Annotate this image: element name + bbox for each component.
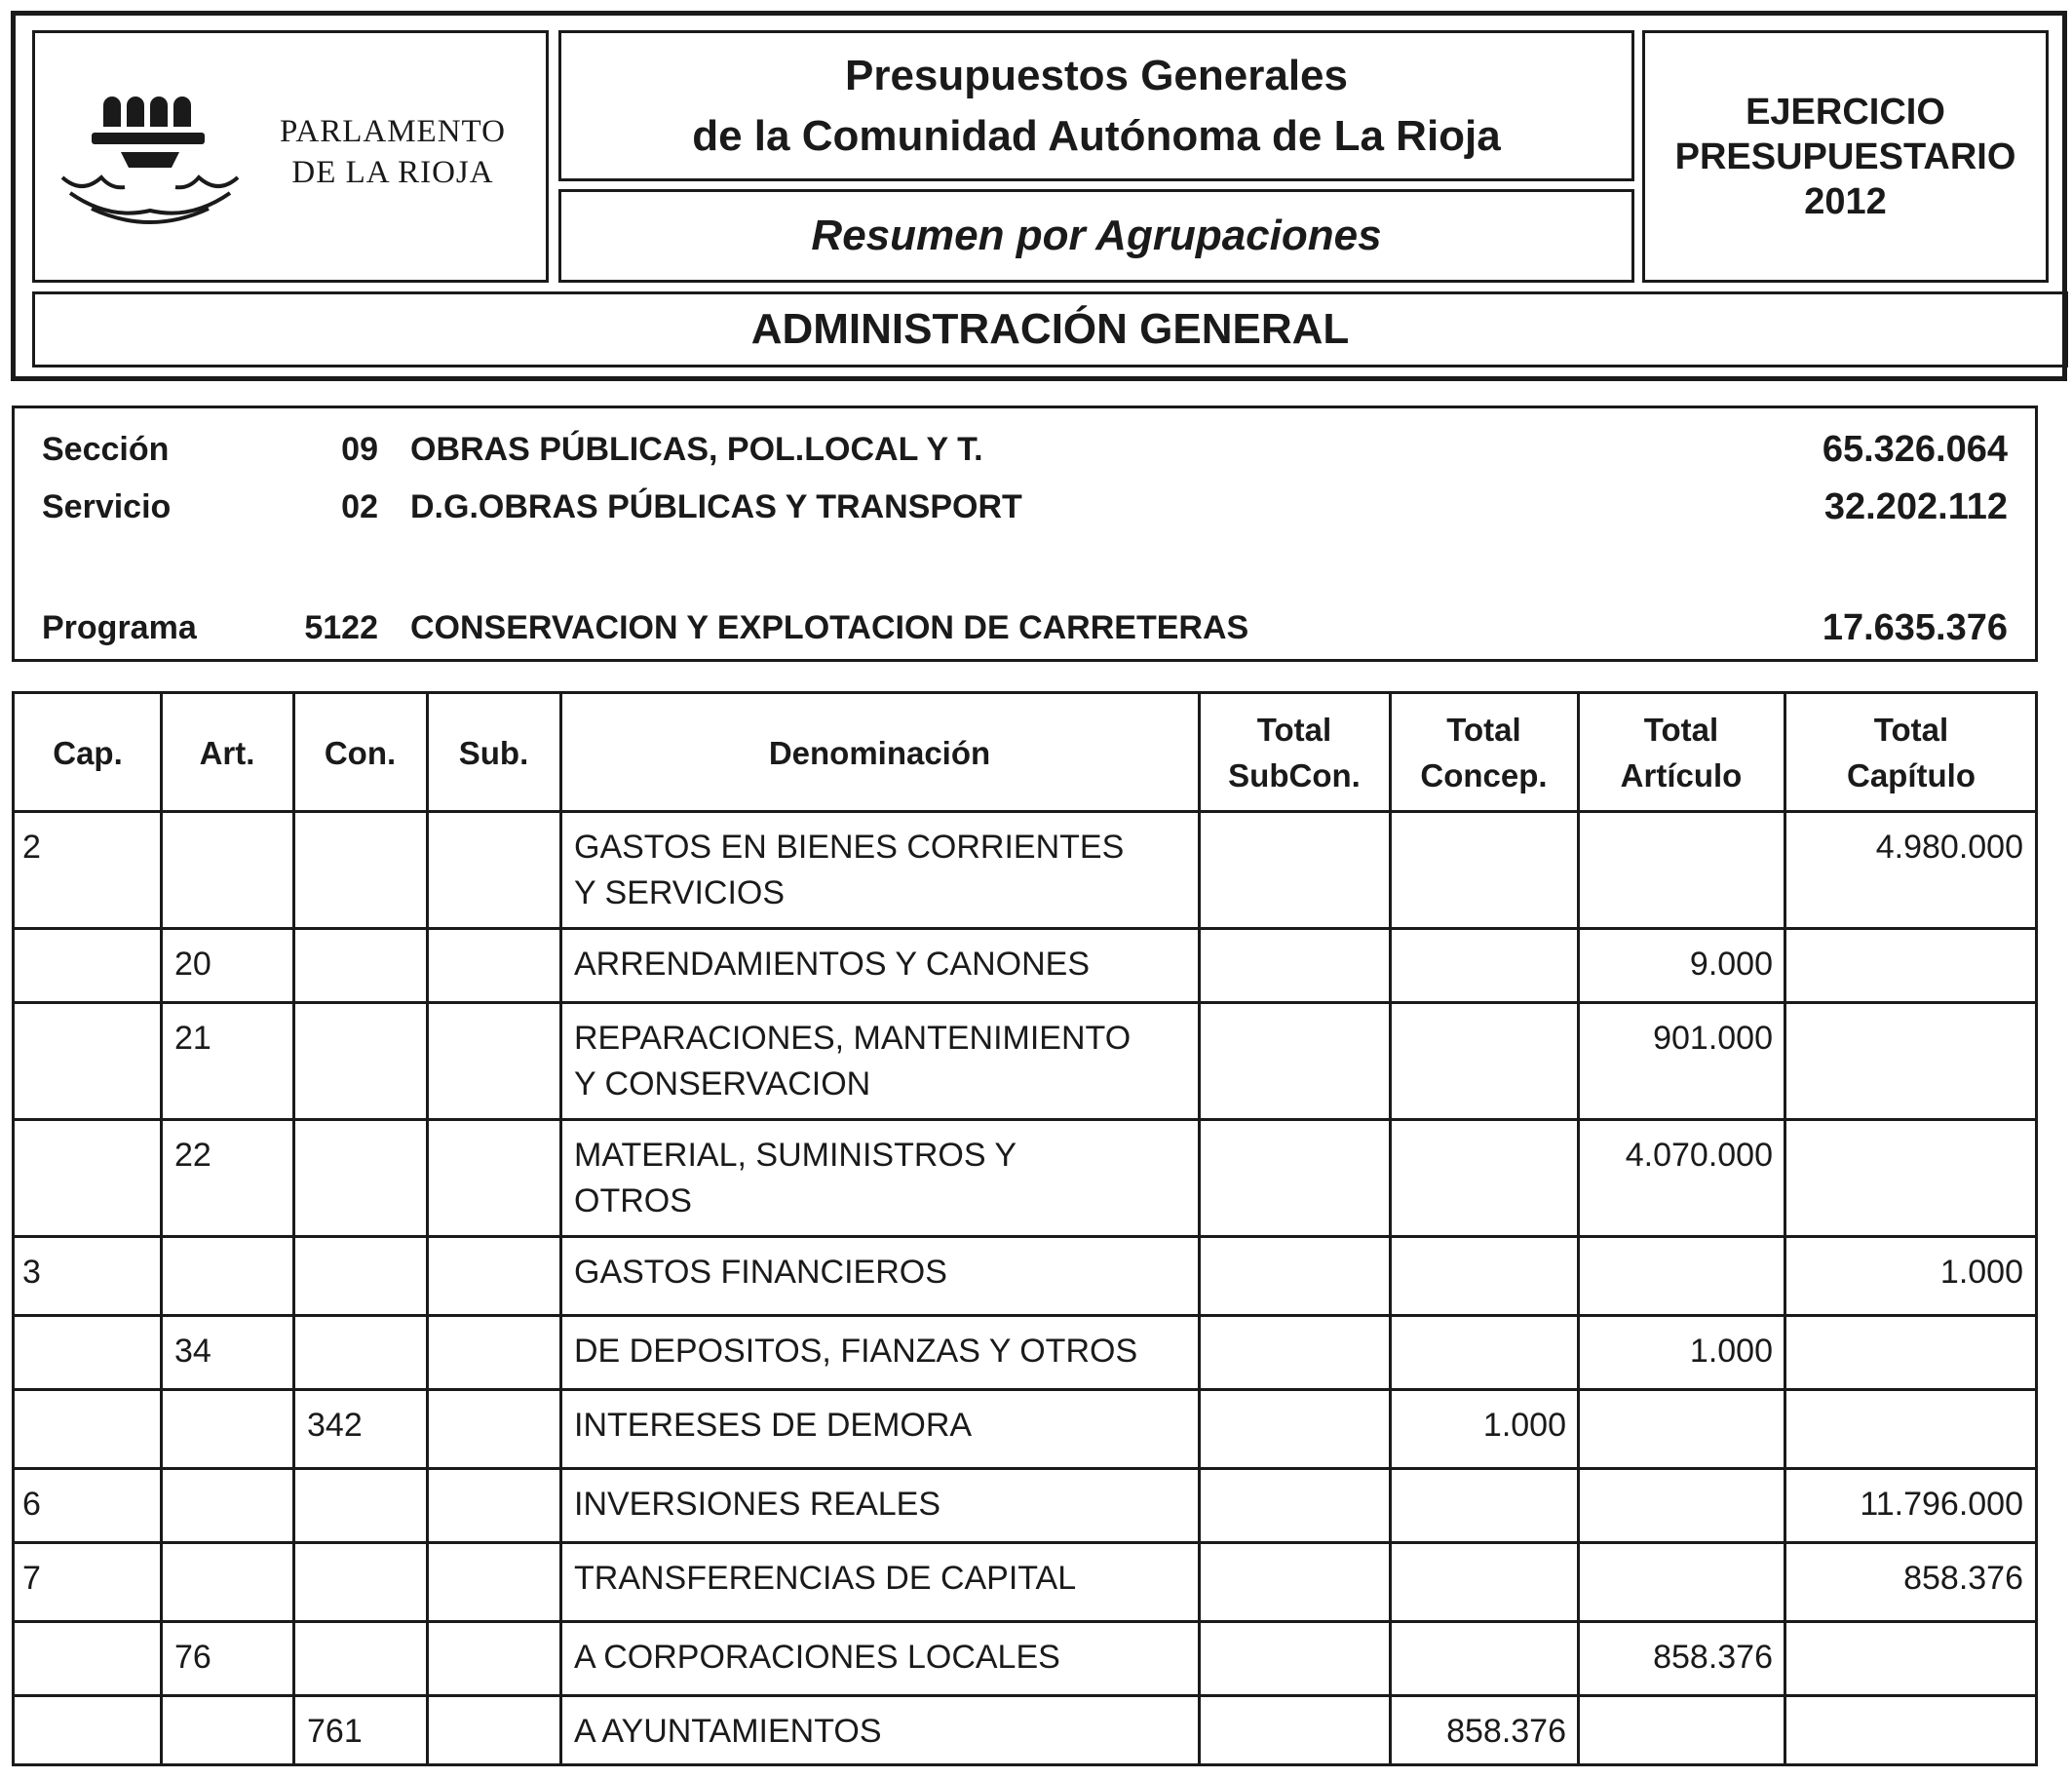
header-total-articulo [1578,694,1784,811]
cell-denominacion [574,1556,1193,1602]
seccion-row [15,425,2035,474]
denominacion-line2: Y SERVICIOS [574,874,786,911]
row-divider [15,1694,2035,1697]
programa-name: CONSERVACION Y EXPLOTACION DE CARRETERAS [410,608,1249,646]
parliament-name [251,111,534,193]
row-divider [15,1001,2035,1004]
servicio-code: 02 [341,487,378,525]
cell-cap: 6 [22,1486,41,1523]
cell-denominacion [574,1482,1193,1528]
budget-year-box [1642,30,2049,283]
servicio-name: D.G.OBRAS PÚBLICAS Y TRANSPORT [410,487,1022,525]
cell-art: 22 [174,1137,211,1174]
column-divider [160,694,163,1763]
parliament-name-line1: PARLAMENTO [280,114,506,149]
programa-code: 5122 [304,608,378,646]
seccion-name: OBRAS PÚBLICAS, POL.LOCAL Y T. [410,430,983,468]
column-divider [426,694,429,1763]
seccion-amount: 65.326.064 [1822,428,2008,470]
column-divider [1198,694,1201,1763]
header-total-concep-line1: Total [1446,712,1521,748]
title-line2: de la Comunidad Autónoma de La Rioja [692,111,1501,160]
cell-cap: 2 [22,829,41,866]
denominacion-line1: GASTOS FINANCIEROS [574,1254,947,1291]
column-divider [1784,694,1786,1763]
header-total-concep-line2: Concep. [1420,757,1548,793]
header-total-capitulo-line2: Capítulo [1847,757,1976,793]
header-total-capitulo-line1: Total [1873,712,1949,748]
exercise-line2: PRESUPUESTARIO [1674,135,2016,177]
header-denominacion: Denominación [768,734,991,771]
section-panel [12,406,2038,662]
exercise-year: 2012 [1804,180,1887,222]
header-total-articulo-line2: Artículo [1620,757,1743,793]
servicio-label: Servicio [42,487,172,525]
denominacion-line2: OTROS [574,1182,692,1219]
cell-art: 21 [174,1020,211,1057]
denominacion-line1: TRANSFERENCIAS DE CAPITAL [574,1560,1077,1597]
denominacion-line1: GASTOS EN BIENES CORRIENTES [574,829,1125,866]
cell-denominacion [574,1250,1193,1296]
programa-label: Programa [42,608,197,646]
column-divider [559,694,562,1763]
header-con: Con. [324,734,397,771]
row-divider [15,927,2035,930]
cell-con: 761 [307,1713,363,1750]
row-divider [15,1235,2035,1238]
cell-denominacion [574,825,1193,916]
document-subtitle: Resumen por Agrupaciones [558,189,1634,283]
header-art: Art. [199,734,255,771]
cell-capitulo: 11.796.000 [1860,1486,2023,1523]
cell-art: 34 [174,1333,211,1370]
cell-art: 20 [174,946,211,983]
cell-articulo: 9.000 [1689,946,1773,983]
denominacion-line1: DE DEPOSITOS, FIANZAS Y OTROS [574,1333,1138,1370]
cell-denominacion [574,1635,1193,1681]
row-divider [15,1467,2035,1470]
servicio-row [15,483,2035,531]
programa-amount: 17.635.376 [1822,606,2008,648]
header-total-articulo-line1: Total [1643,712,1719,748]
cell-capitulo: 1.000 [1939,1254,2023,1291]
cell-articulo: 1.000 [1689,1333,1773,1370]
header-cap: Cap. [53,734,123,771]
cell-denominacion [574,1709,1193,1755]
parliament-name-line2: DE LA RIOJA [291,155,494,190]
row-divider [15,1541,2035,1544]
cell-articulo: 901.000 [1653,1020,1773,1057]
column-divider [1389,694,1392,1763]
denominacion-line1: A CORPORACIONES LOCALES [574,1639,1060,1676]
column-divider [292,694,295,1763]
denominacion-line1: REPARACIONES, MANTENIMIENTO [574,1020,1132,1057]
budget-table [12,691,2038,1766]
cell-capitulo: 858.376 [1903,1560,2023,1597]
cell-concep: 858.376 [1446,1713,1566,1750]
header-total-subcon-line1: Total [1256,712,1332,748]
row-divider [15,1388,2035,1391]
header-total-subcon-line2: SubCon. [1228,757,1361,793]
parliament-logo-box [32,30,549,283]
seccion-code: 09 [341,430,378,468]
cell-articulo: 858.376 [1653,1639,1773,1676]
header-total-subcon [1199,694,1390,811]
cell-denominacion [574,1403,1193,1449]
denominacion-line1: INVERSIONES REALES [574,1486,941,1523]
programa-row [15,603,2035,652]
administration-title: ADMINISTRACIÓN GENERAL [32,291,2068,367]
seccion-label: Sección [42,430,170,468]
cell-denominacion [574,1016,1193,1107]
denominacion-line1: ARRENDAMIENTOS Y CANONES [574,946,1091,983]
header-total-capitulo [1784,694,2038,811]
cell-cap: 7 [22,1560,41,1597]
cell-concep: 1.000 [1482,1407,1566,1444]
servicio-amount: 32.202.112 [1823,485,2008,527]
parliament-emblem-icon [53,82,248,228]
cell-art: 76 [174,1639,211,1676]
denominacion-line1: A AYUNTAMIENTOS [574,1713,882,1750]
cell-capitulo: 4.980.000 [1875,829,2023,866]
document-header [11,11,2067,381]
exercise-line1: EJERCICIO [1746,91,1945,133]
row-divider [15,1118,2035,1121]
title-line1: Presupuestos Generales [844,51,1348,99]
denominacion-line1: INTERESES DE DEMORA [574,1407,973,1444]
cell-denominacion [574,1133,1193,1224]
cell-denominacion [574,1329,1193,1374]
header-total-concep [1390,694,1578,811]
column-divider [1577,694,1580,1763]
cell-con: 342 [307,1407,363,1444]
document-title [558,30,1634,181]
row-divider [15,810,2035,813]
row-divider [15,1620,2035,1623]
denominacion-line2: Y CONSERVACION [574,1065,871,1102]
cell-cap: 3 [22,1254,41,1291]
denominacion-line1: MATERIAL, SUMINISTROS Y [574,1137,1017,1174]
header-sub: Sub. [458,734,529,771]
cell-articulo: 4.070.000 [1625,1137,1773,1174]
cell-denominacion [574,942,1193,987]
row-divider [15,1314,2035,1317]
